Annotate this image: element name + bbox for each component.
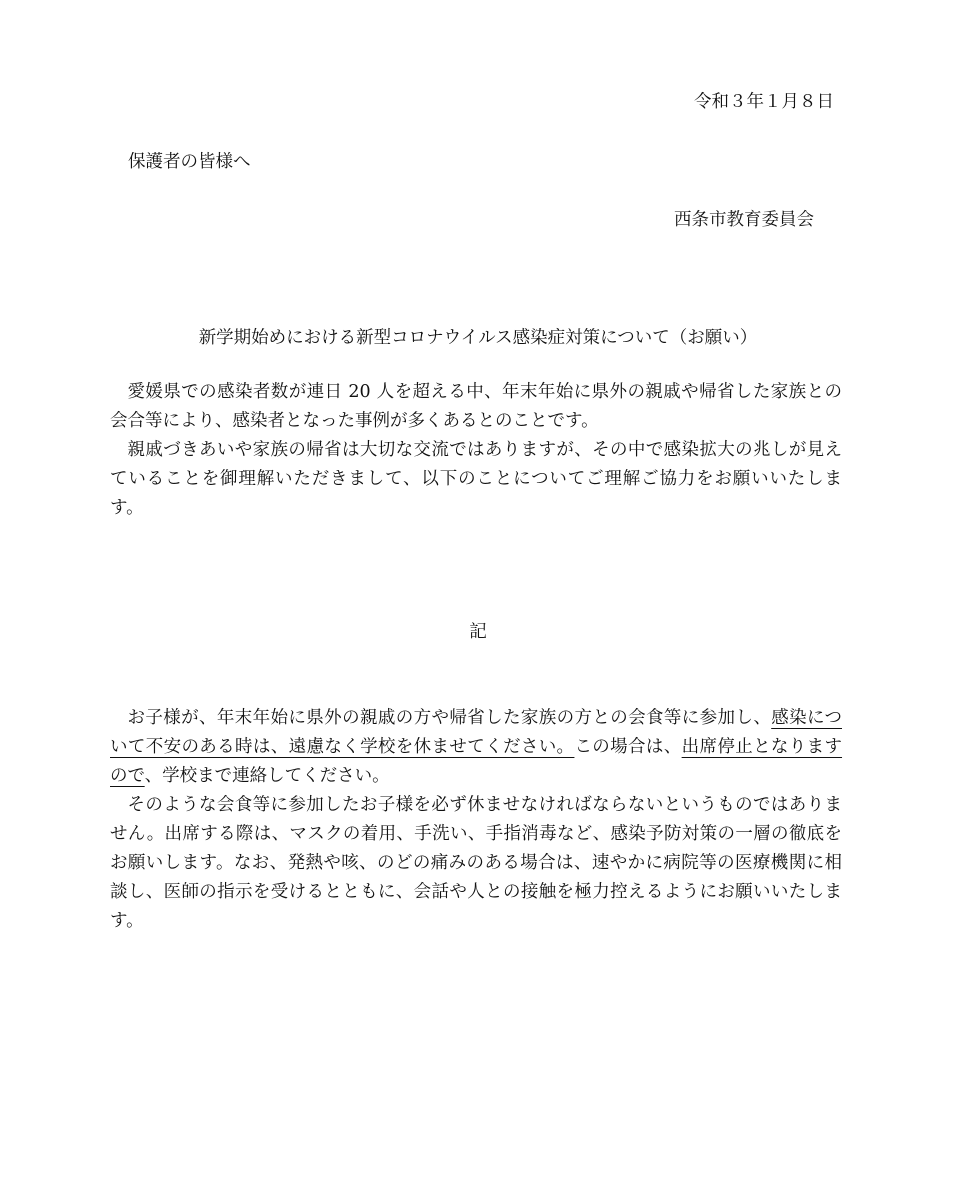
intro-paragraph-2: 親戚づきあいや家族の帰省は大切な交流ではありますが、その中で感染拡大の兆しが見えていることを御理解いただきまして、以下のことについてご理解ご協力をお願いいたします。 — [110, 440, 842, 518]
underlined-absence-request: 感染について不安のある時は、遠慮なく学校を休ませてください。 — [110, 708, 842, 757]
request-tail: 、学校まで連絡してください。 — [144, 766, 390, 786]
request-lead: お子様が、年末年始に県外の親戚の方や帰省した家族の方との会食等に参加し、 — [127, 708, 772, 728]
section-mark: 記 — [469, 622, 487, 642]
sender: 西条市教育委員会 — [674, 210, 814, 230]
request-mid: この場合は、 — [574, 737, 682, 757]
request-paragraph-2: そのような会食等に参加したお子様を必ず休ませなければならないというものではありません。出席する際は、マスクの着用、手洗い、手指消毒など、感染予防対策の一層の徹底をお願いします。なお、発熱や咳、のどの痛みのある場合は、速やかに病院等の医療機関に相談し、医師の指示を受けるとともに、会話や人との接触を極力控えるようにお願いいたします。 — [110, 795, 842, 931]
underlined-attendance-suspension: 出席停止となりますので — [110, 737, 843, 786]
recipient: 保護者の皆様へ — [128, 152, 251, 172]
intro-section — [110, 378, 842, 523]
issue-date: 令和３年１月８日 — [694, 92, 834, 112]
intro-paragraph-1: 愛媛県での感染者数が連日 20 人を超える中、年末年始に県外の親戚や帰省した家族との会合等により、感染者となった事例が多くあるとのことです。 — [110, 382, 842, 431]
request-paragraph-1 — [110, 704, 842, 791]
request-section — [110, 704, 842, 936]
document-title: 新学期始めにおける新型コロナウイルス感染症対策について（お願い） — [198, 328, 758, 348]
